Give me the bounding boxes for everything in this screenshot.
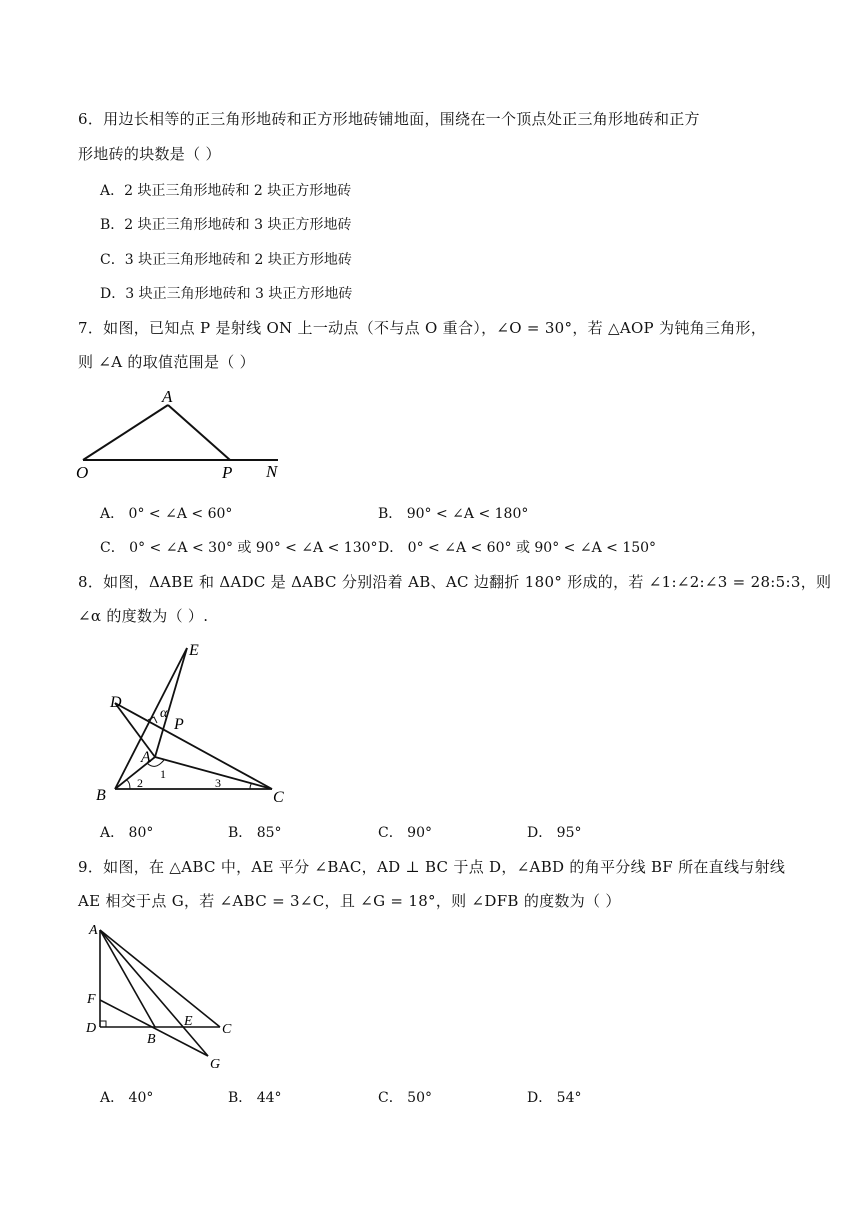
q9-stem-line2: AE 相交于点 G，若 ∠ABC = 3∠C，且 ∠G = 18°，则 ∠DFB 的度数为（ ） bbox=[78, 892, 621, 910]
q8-label-p: P bbox=[174, 716, 184, 733]
q6-stem-line2: 形地砖的块数是（ ） bbox=[78, 145, 221, 163]
q7-segment-ap bbox=[168, 405, 230, 460]
q6-option-b: B．2 块正三角形地砖和 3 块正方形地砖 bbox=[100, 217, 352, 233]
q7-label-n: N bbox=[266, 462, 278, 481]
q7-stem-line2: 则 ∠A 的取值范围是（ ） bbox=[78, 353, 255, 371]
q9-label-c: C bbox=[222, 1022, 232, 1037]
q8-label-d: D bbox=[110, 694, 122, 711]
q8-angle-arc-2 bbox=[126, 780, 130, 789]
q7-option-d: D． 0° < ∠A < 60° 或 90° < ∠A < 150° bbox=[378, 540, 657, 556]
q7-option-b: B． 90° < ∠A < 180° bbox=[378, 506, 529, 522]
q8-stem-line2: ∠α 的度数为（ ）. bbox=[78, 607, 209, 625]
q8-label-3: 3 bbox=[215, 776, 221, 790]
q9-label-b: B bbox=[147, 1032, 156, 1047]
q9-label-a: A bbox=[89, 923, 98, 938]
q8-label-b: B bbox=[96, 787, 106, 804]
q7-segment-oa bbox=[83, 405, 168, 460]
q7-option-a: A． 0° < ∠A < 60° bbox=[100, 506, 233, 522]
q9-label-g: G bbox=[210, 1057, 221, 1072]
q9-label-d: D bbox=[86, 1021, 97, 1036]
q9-stem-line1: 9．如图，在 △ABC 中，AE 平分 ∠BAC，AD ⊥ BC 于点 D，∠ABD 的角平分线 BF 所在直线与射线 bbox=[78, 858, 786, 876]
q6-option-d: D．3 块正三角形地砖和 3 块正方形地砖 bbox=[100, 286, 353, 302]
q9-right-angle-mark bbox=[100, 1021, 106, 1027]
q9-segment-ac bbox=[100, 930, 220, 1027]
q8-option-b: B． 85° bbox=[228, 825, 282, 841]
q6-option-a: A．2 块正三角形地砖和 2 块正方形地砖 bbox=[100, 183, 352, 199]
q9-option-a: A． 40° bbox=[100, 1090, 154, 1106]
q8-label-c: C bbox=[273, 789, 284, 806]
q8-label-2: 2 bbox=[137, 776, 143, 790]
q9-label-e: E bbox=[184, 1014, 193, 1029]
q9-option-c: C． 50° bbox=[378, 1090, 432, 1106]
q7-label-a: A bbox=[162, 387, 173, 406]
q8-segment-ac bbox=[155, 757, 272, 789]
q8-label-e: E bbox=[189, 642, 199, 659]
q8-option-a: A． 80° bbox=[100, 825, 154, 841]
q8-option-c: C． 90° bbox=[378, 825, 432, 841]
q9-option-b: B． 44° bbox=[228, 1090, 282, 1106]
q8-stem-line1: 8．如图，ΔABE 和 ΔADC 是 ΔABC 分别沿着 AB、AC 边翻折 180° 形成的，若 ∠1:∠2:∠3 = 28:5:3，则 bbox=[78, 573, 832, 591]
q8-option-d: D． 95° bbox=[527, 825, 582, 841]
q8-label-1: 1 bbox=[160, 767, 166, 781]
q7-label-o: O bbox=[76, 463, 89, 482]
q9-option-d: D． 54° bbox=[527, 1090, 582, 1106]
q8-label-a: A bbox=[141, 749, 151, 766]
q7-option-c: C． 0° < ∠A < 30° 或 90° < ∠A < 130° bbox=[100, 540, 378, 556]
q9-label-f: F bbox=[87, 992, 96, 1007]
q8-label-alpha: α bbox=[160, 706, 168, 721]
q7-label-p: P bbox=[222, 463, 233, 482]
q9-segment-ab bbox=[100, 930, 155, 1027]
q9-figure-triangle-abc bbox=[80, 920, 250, 1072]
q7-stem-line1: 7．如图，已知点 P 是射线 ON 上一动点（不与点 O 重合），∠O = 30°，若 △AOP 为钝角三角形， bbox=[78, 319, 767, 337]
q6-stem-line1: 6．用边长相等的正三角形地砖和正方形地砖铺地面，围绕在一个顶点处正三角形地砖和正方 bbox=[78, 110, 700, 128]
q6-option-c: C．3 块正三角形地砖和 2 块正方形地砖 bbox=[100, 252, 352, 268]
q8-figure-folded-triangles bbox=[90, 635, 300, 810]
q7-figure-triangle-aop bbox=[70, 385, 290, 485]
